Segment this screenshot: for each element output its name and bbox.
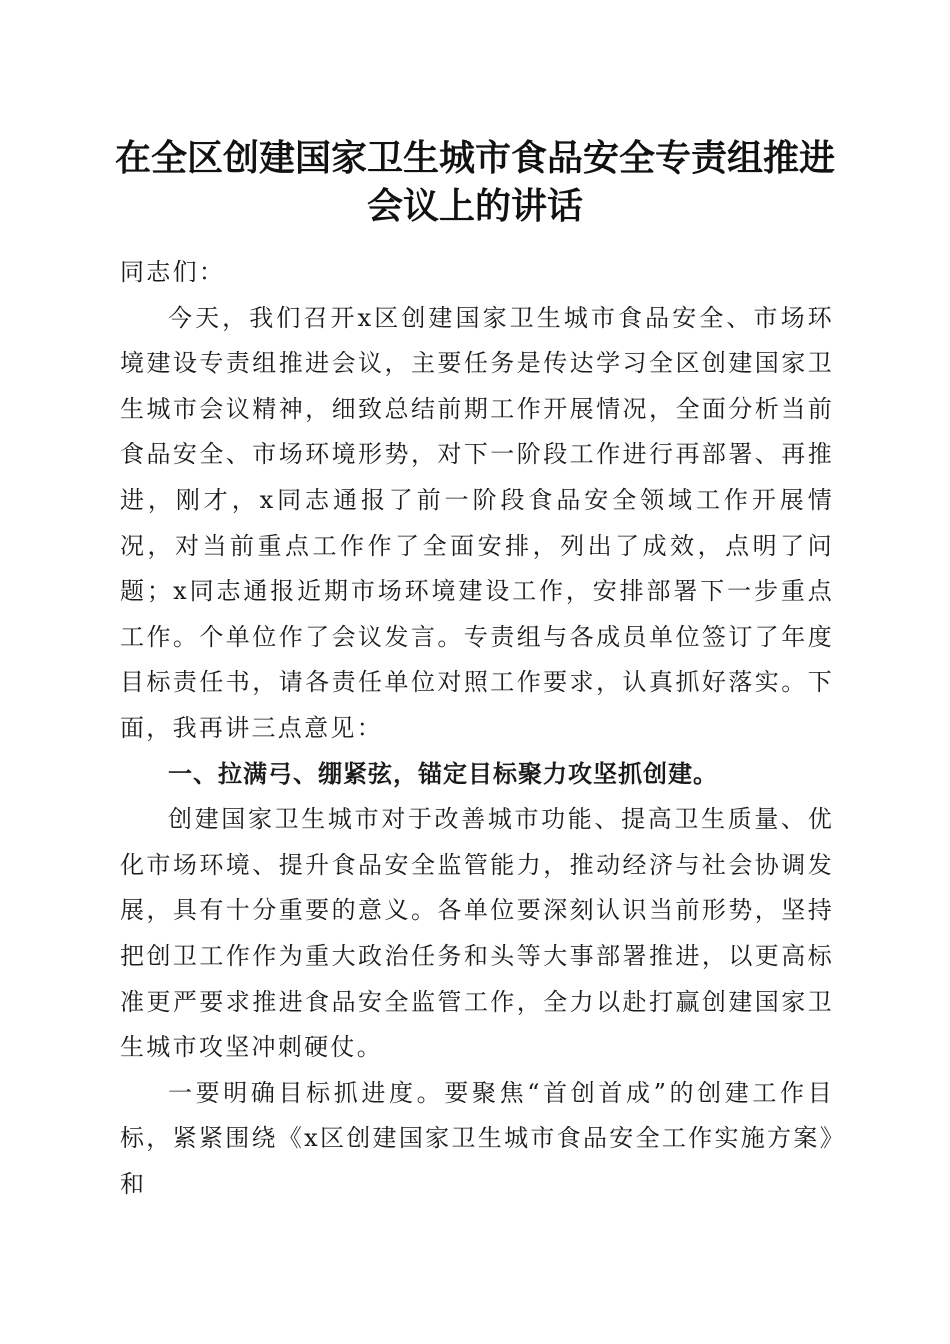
paragraph-opening: 今天，我们召开x区创建国家卫生城市食品安全、市场环境建设专责组推进会议，主要任务是传达学习全区创建国家卫生城市会议精神，细致总结前期工作开展情况，全面分析当前食品安全、市场环境形势，对下一阶段工作进行再部署、再推进，刚才，x同志通报了前一阶段食品安全领域工作开展情况，对当前重点工作作了全面安排，列出了成效，点明了问题；x同志通报近期市场环境建设工作，安排部署下一步重点工作。个单位作了会议发言。专责组与各成员单位签订了年度目标责任书，请各责任单位对照工作要求，认真抓好落实。下面，我再讲三点意见：	[120, 303, 834, 742]
title-line-2: 会议上的讲话	[366, 185, 583, 227]
title-line-1: 在全区创建国家卫生城市食品安全专责组推进	[114, 137, 835, 179]
document-body	[120, 250, 834, 1207]
document-title	[100, 134, 850, 230]
salutation: 同志们：	[120, 258, 226, 286]
paragraph-significance: 创建国家卫生城市对于改善城市功能、提高卫生质量、优化市场环境、提升食品安全监管能力，推动经济与社会协调发展，具有十分重要的意义。各单位要深刻认识当前形势，坚持把创卫工作作为重大政治任务和头等大事部署推进，以更高标准更严要求推进食品安全监管工作，全力以赴打赢创建国家卫生城市攻坚冲刺硬仗。	[120, 805, 834, 1062]
section-heading-1: 一、拉满弓、绷紧弦，锚定目标聚力攻坚抓创建。	[168, 759, 718, 788]
paragraph-goals: 一要明确目标抓进度。要聚焦“首创首成”的创建工作目标，紧紧围绕《x区创建国家卫生城市食品安全工作实施方案》和	[120, 1078, 834, 1198]
